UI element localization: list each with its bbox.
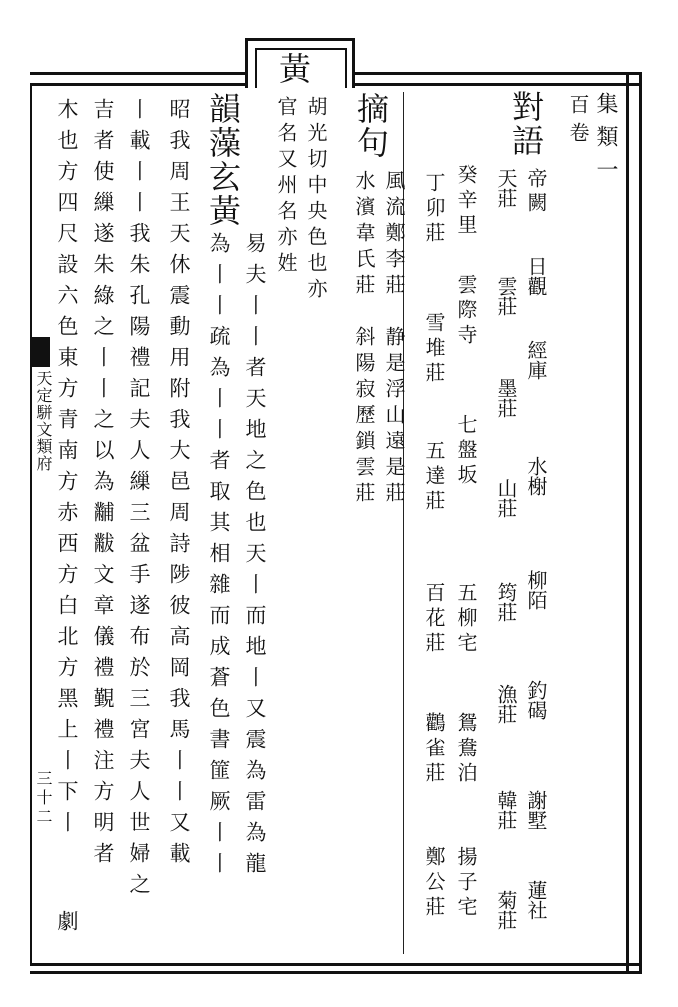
duiyu-place-3: 七盤坂 <box>454 414 478 489</box>
yunzao-col-5: 吉者使繅遂朱綠之丨丨之以為黼黻文章儀禮覲禮注方明者 <box>91 98 115 873</box>
category-subtitle: 百卷 <box>566 94 590 150</box>
duiyu-item-3: 墨莊 <box>494 378 518 418</box>
yunzao-col-4: 丨載丨丨我朱孔陽禮記夫人繅三盆手遂布於三宮夫人世婦之 <box>127 98 151 904</box>
page-number: 三十二 <box>34 770 53 827</box>
category-title: 集類一 <box>593 92 618 191</box>
yunzao-headword: 玄黃 <box>204 160 242 228</box>
duiyu-estate-4: 百花莊 <box>422 582 446 657</box>
duiyu-pair-5: 柳陌 <box>524 570 548 610</box>
duiyu-place-4: 五柳宅 <box>454 582 478 657</box>
duiyu-item-2: 雲莊 <box>494 276 518 316</box>
section-title-yunzao: 韻藻 <box>204 92 242 160</box>
duiyu-estate-2: 雪堆莊 <box>422 312 446 387</box>
duiyu-estate-1: 丁卯莊 <box>422 172 446 247</box>
duiyu-place-1: 癸辛里 <box>454 164 478 239</box>
duiyu-pair-6: 釣碣 <box>524 680 548 720</box>
fishtail-mark <box>30 337 50 367</box>
duiyu-pair-1: 帝闕 <box>524 168 548 216</box>
zhaiju-line-1: 風流鄭李莊 静是浮山遠是莊 <box>382 170 406 508</box>
huang-gloss-1: 胡光切中央色也亦 <box>304 96 328 304</box>
yunzao-col-2: 為丨丨疏為丨丨者取其相雜而成蒼色書篚厥丨丨 <box>207 232 231 883</box>
yunzao-col-1: 易夫丨丨者天地之色也天丨而地丨又震為雷為龍 <box>243 232 267 883</box>
duiyu-estate-5: 鸛雀莊 <box>422 712 446 787</box>
duiyu-pair-2: 日觀 <box>524 256 548 296</box>
yunzao-col-6: 木也方四尺設六色東方青南方赤西方白北方黑上丨下丨 <box>55 98 79 842</box>
duiyu-item-4: 山莊 <box>494 478 518 518</box>
duiyu-pair-4: 水榭 <box>524 456 548 496</box>
duiyu-place-6: 揚子宅 <box>454 846 478 921</box>
duiyu-place-2: 雲際寺 <box>454 274 478 349</box>
duiyu-pair-8: 蓮社 <box>524 880 548 920</box>
duiyu-item-6: 漁莊 <box>494 684 518 724</box>
duiyu-place-5: 鴛鴦泊 <box>454 712 478 787</box>
duiyu-pair-7: 謝墅 <box>524 790 548 830</box>
yunzao-col-6-tail: 劇 <box>55 910 79 943</box>
yunzao-col-3: 昭我周王天休震動用附我大邑周詩陟彼高岡我馬丨丨又載 <box>167 98 191 873</box>
duiyu-estate-6: 鄭公莊 <box>422 846 446 921</box>
duiyu-item-8: 菊莊 <box>494 890 518 930</box>
duiyu-estate-3: 五達莊 <box>422 440 446 515</box>
zhaiju-line-2: 水濱韋氏莊 斜陽寂歷鎖雲莊 <box>352 170 376 508</box>
section-title-duiyu: 對語 <box>507 90 545 158</box>
frame-left-border <box>30 86 32 966</box>
spine-title: 天定駢文類府 <box>34 370 53 472</box>
duiyu-item-5: 筠莊 <box>494 582 518 622</box>
duiyu-item-7: 韓莊 <box>494 790 518 830</box>
frame-bottom-border <box>30 963 642 974</box>
frame-right-border <box>626 72 642 974</box>
huang-gloss-2: 官名又州名亦姓 <box>274 96 298 278</box>
duiyu-pair-3: 經庫 <box>524 340 548 380</box>
tab-title: 黃 <box>274 52 312 86</box>
duiyu-item-1: 天莊 <box>494 168 518 208</box>
section-title-zhaiju: 摘句 <box>352 92 390 160</box>
